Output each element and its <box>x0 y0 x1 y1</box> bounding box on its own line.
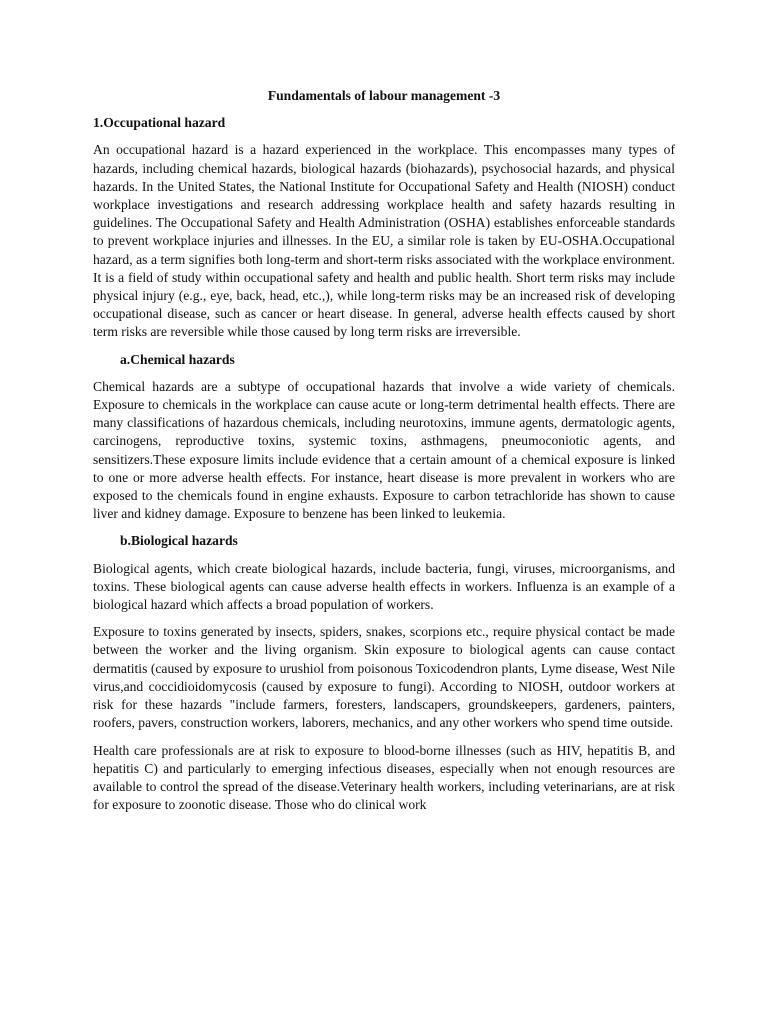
paragraph-health-care-professionals: Health care professionals are at risk to exposure to blood-borne illnesses (such as HIV, hepatitis B, and hepatitis C) and particularly to emerging infectious diseases, especially when not enough resources are available to control the spread of the disease.Veterinary health workers, including veterinarians, are at risk for exposure to zoonotic disease. Those who do clinical work <box>93 742 675 813</box>
subsection-heading-chemical-hazards: a.Chemical hazards <box>120 351 235 367</box>
page-title: Fundamentals of labour management -3 <box>267 88 501 103</box>
paragraph-toxin-exposure: Exposure to toxins generated by insects, spiders, snakes, scorpions etc., require physical contact be made between the worker and the living organism. Skin exposure to biological agents can cause contact dermatitis (caused by exposure to urushiol from poisonous Toxicodendron plants, Lyme disease, West Nile virus,and coccidioidomycosis (caused by exposure to fungi). According to NIOSH, outdoor workers at risk for these hazards "include farmers, foresters, landscapers, groundskeepers, gardeners, painters, roofers, pavers, construction workers, laborers, mechanics, and any other workers who spend time outside. <box>93 624 675 731</box>
paragraph-biological-agents: Biological agents, which create biological hazards, include bacteria, fungi, viruses, microorganisms, and toxins. These biological agents can cause adverse health effects in workers. Influenza is an example of a biological hazard which affects a broad population of workers. <box>93 560 675 613</box>
paragraph-chemical-hazards: Chemical hazards are a subtype of occupational hazards that involve a wide variety of chemicals. Exposure to chemicals in the workplace can cause acute or long-term detrimental health effects. There are many classifications of hazardous chemicals, including neurotoxins, immune agents, dermatologic agents, carcinogens, reproductive toxins, systemic toxins, asthmagens, pneumoconiotic agents, and sensitizers.These exposure limits include evidence that a certain amount of a chemical exposure is linked to one or more adverse health effects. For instance, heart disease is more prevalent in workers who are exposed to the chemicals found in engine exhausts. Exposure to carbon tetrachloride has shown to cause liver and kidney damage. Exposure to benzene has been linked to leukemia. <box>93 378 675 522</box>
section-heading-occupational-hazard: 1.Occupational hazard <box>93 115 226 131</box>
document-page <box>93 87 675 823</box>
paragraph-occupational-hazard: An occupational hazard is a hazard experienced in the workplace. This encompasses many types of hazards, including chemical hazards, biological hazards (biohazards), psychosocial hazards, and physical hazards. In the United States, the National Institute for Occupational Safety and Health (NIOSH) conduct workplace investigations and research addressing workplace health and safety hazards resulting in guidelines. The Occupational Safety and Health Administration (OSHA) establishes enforceable standards to prevent workplace injuries and illnesses. In the EU, a similar role is taken by EU-OSHA.Occupational hazard, as a term signifies both long-term and short-term risks associated with the workplace environment. It is a field of study within occupational safety and health and public health. Short term risks may include physical injury (e.g., eye, back, head, etc.,), while long-term risks may be an increased risk of developing occupational disease, such as cancer or heart disease. In general, adverse health effects caused by short term risks are reversible while those caused by long term risks are irreversible. <box>93 142 675 340</box>
subsection-heading-biological-hazards: b.Biological hazards <box>120 533 238 549</box>
